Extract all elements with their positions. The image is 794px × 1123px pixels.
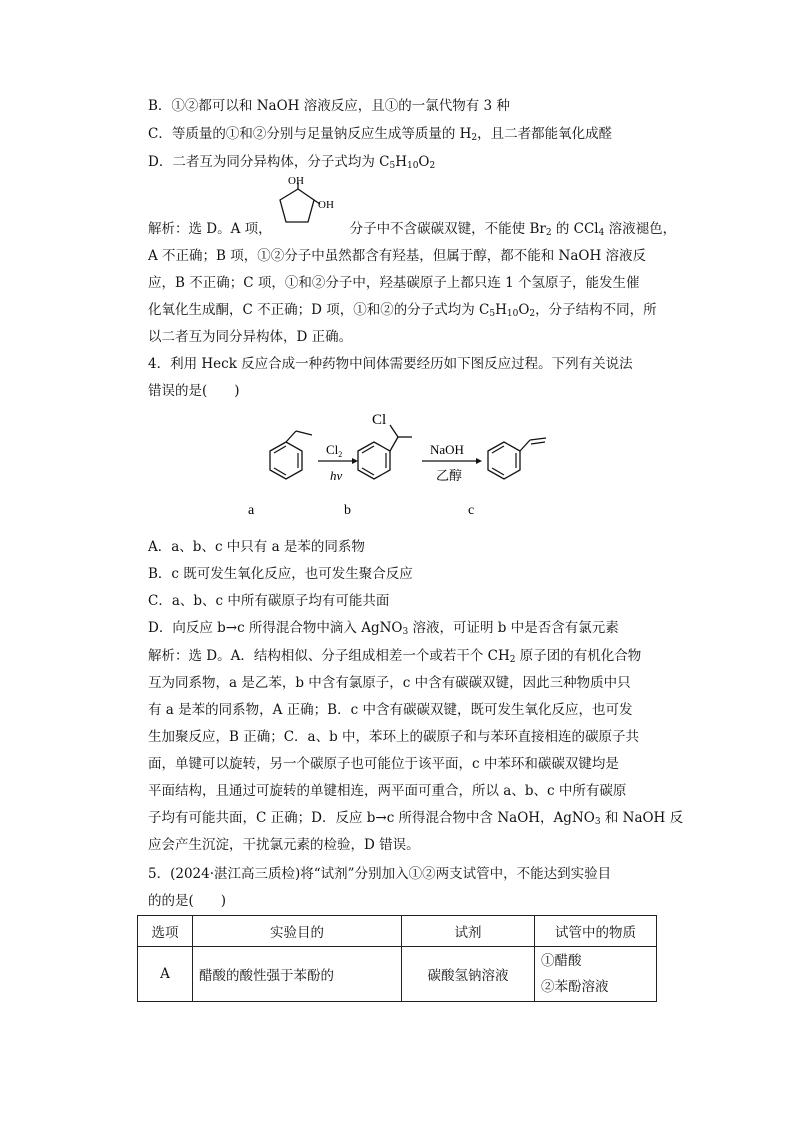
q5-stem-line-1: 5．(2024·湛江高三质检)将“试剂”分别加入①②两支试管中，不能达到实验目: [148, 866, 612, 882]
row-reagent: 碳酸氢钠溶液: [402, 947, 535, 1002]
arrow-1-reagent: $Cl_2$: [326, 442, 343, 459]
q4-analysis-line-5: 面，单键可以旋转，另一个碳原子也可能位于该平面，c 中苯环和碳碳双键均是: [148, 756, 619, 772]
label-a: a: [248, 503, 255, 518]
reaction-scheme: [240, 404, 570, 524]
q3-analysis-line-1: 解析：选 D。A 项， 分子中不含碳碳双键，不能使 $Br_2$ 的 CCl$_4$ 溶液褪色，: [148, 221, 677, 238]
q3-option-b: B．①②都可以和 NaOH 溶液反应，且①的一氯代物有 3 种: [148, 98, 510, 114]
arrow-2-reagent: NaOH: [430, 442, 464, 457]
header-substances: 试管中的物质: [535, 916, 657, 947]
arrow-2-condition: 乙醇: [436, 469, 463, 484]
table-row: [138, 947, 657, 1002]
q4-stem-line-2: 错误的是( ): [148, 383, 240, 399]
q4-option-d: D．向反应 b→c 所得混合物中滴入 AgNO$_3$ 溶液，可证明 b 中是否含有氯元素: [148, 620, 619, 637]
q3-analysis-line-5: 以二者互为同分异构体，D 正确。: [148, 329, 353, 345]
q3-option-c: C．等质量的①和②分别与足量钠反应生成等质量的 $H_2$，且二者都能氧化成醛: [148, 126, 613, 143]
label-c: c: [468, 503, 475, 518]
arrow-1-condition: hν: [330, 468, 343, 483]
q4-option-b: B．c 既可发生氧化反应，也可发生聚合反应: [148, 566, 413, 582]
row-option: A: [138, 947, 193, 1002]
q3-analysis-line-2: A 不正确；B 项，①②分子中虽然都含有羟基，但属于醇，都不能和 NaOH 溶液反: [148, 248, 647, 264]
row-substances: [535, 947, 657, 1002]
q4-stem-line-1: 4．利用 Heck 反应合成一种药物中间体需要经历如下图反应过程。下列有关说法: [148, 356, 633, 372]
q3-analysis-line-3: 应，B 不正确；C 项，①和②分子中，羟基碳原子上都只连 1 个氢原子，能发生催: [148, 275, 640, 291]
q4-analysis-line-4: 生加聚反应，B 正确；C．a、b 中，苯环上的碳原子和与苯环直接相连的碳原子共: [148, 729, 640, 745]
q4-option-c: C．a、b、c 中所有碳原子均有可能共面: [148, 593, 390, 609]
q4-analysis-line-1: 解析：选 D。A．结构相似、分子组成相差一个或若干个 $CH_2$ 原子团的有机化合物: [148, 648, 642, 665]
header-reagent: 试剂: [402, 916, 535, 947]
q4-analysis-line-8: 应会产生沉淀，干扰氯元素的检验，D 错误。: [148, 837, 420, 853]
q4-analysis-line-3: 有 a 是苯的同系物，A 正确；B．c 中含有碳碳双键，既可发生氧化反应，也可发: [148, 702, 633, 718]
q3-analysis-line-4: 化氧化生成酮，C 不正确；D 项，①和②的分子式均为 $C_5H_{10}O_2$，分子结构不同，所: [148, 302, 657, 319]
header-goal: 实验目的: [193, 916, 402, 947]
substance-1: ①醋酸: [541, 953, 582, 969]
q4-option-a: A．a、b、c 中只有 a 是苯的同系物: [148, 539, 365, 555]
q3-option-d: D．二者互为同分异构体，分子式均为 $C_5H_{10}O_2$: [148, 154, 436, 171]
molecule-b: [358, 412, 412, 479]
header-option: 选项: [138, 916, 193, 947]
q5-options-table: [137, 915, 657, 1002]
svg-text:OH: OH: [288, 175, 304, 187]
svg-text:Cl: Cl: [372, 412, 387, 428]
substance-2: ②苯酚溶液: [541, 979, 609, 995]
q5-stem-line-2: 的的是( ): [148, 893, 227, 909]
molecule-a: [270, 431, 312, 479]
label-b: b: [344, 503, 351, 518]
table-header-row: [138, 916, 657, 947]
q4-analysis-line-7: 子均有可能共面，C 正确；D．反应 b→c 所得混合物中含 NaOH，AgNO$_3$ 和 NaOH 反: [148, 810, 684, 827]
q4-analysis-line-6: 平面结构，且通过可旋转的单键相连，两平面可重合，所以 a、b、c 中所有碳原: [148, 783, 627, 799]
svg-text:OH: OH: [318, 199, 334, 211]
molecule-c: [488, 438, 546, 479]
row-goal: 醋酸的酸性强于苯酚的: [193, 947, 402, 1002]
q4-analysis-line-2: 互为同系物，a 是乙苯，b 中含有氯原子，c 中含有碳碳双键，因此三种物质中只: [148, 675, 631, 691]
